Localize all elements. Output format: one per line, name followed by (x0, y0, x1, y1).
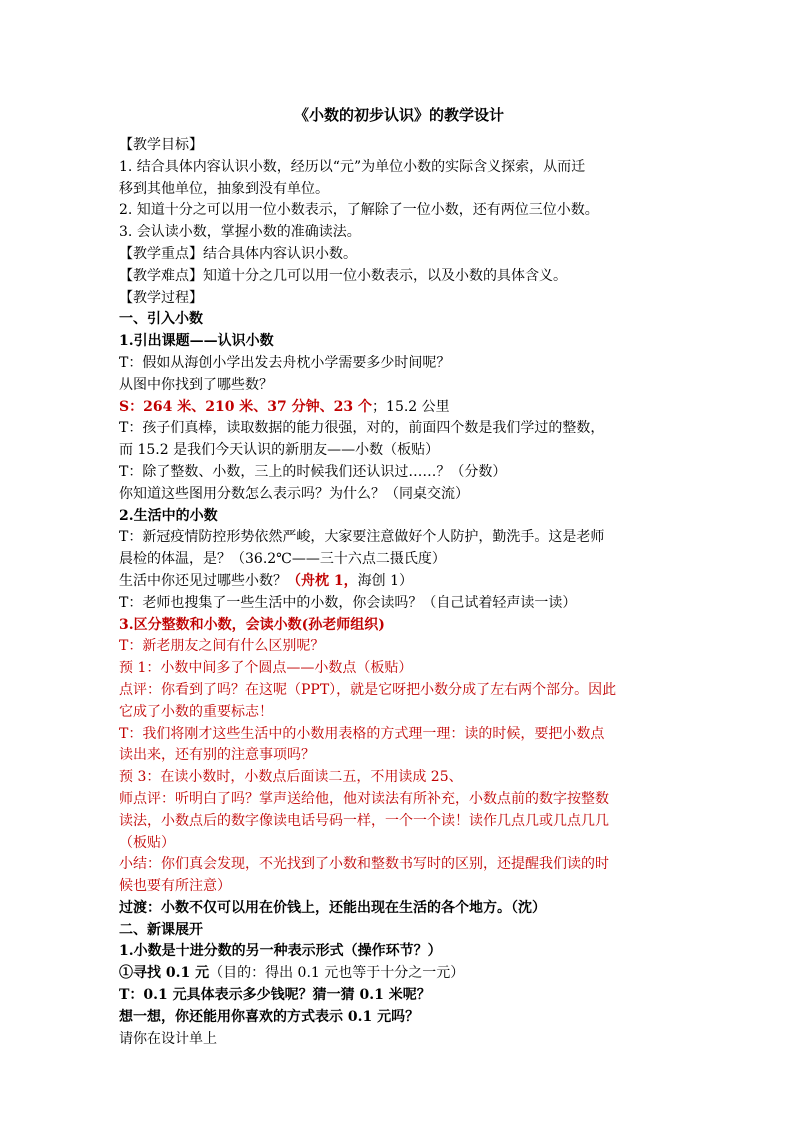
text-line (119, 353, 679, 375)
text-run: 请你在设计单上 (119, 1030, 217, 1047)
text-line (119, 179, 679, 201)
text-run: T：假如从海创小学出发去舟枕小学需要多少时间呢？ (119, 354, 451, 371)
text-line (119, 266, 679, 288)
text-run: 1.小数是十进分数的另一种表示形式（操作环节？） (119, 943, 442, 960)
text-run: 移到其他单位，抽象到没有单位。 (119, 180, 329, 197)
text-run: T：新老朋友之间有什么区别呢？ (119, 638, 325, 655)
text-line (119, 941, 679, 963)
document-page (119, 103, 679, 1050)
text-run: （板贴） (119, 834, 175, 851)
text-line (119, 375, 679, 397)
text-run: 2.生活中的小数 (119, 507, 218, 524)
text-run: 晨检的体温，是？（36.2℃——三十六点二摄氏度） (119, 551, 446, 568)
text-run: ；15.2 公里 (372, 398, 450, 415)
text-line (119, 309, 679, 331)
text-line (119, 920, 679, 942)
text-line (119, 200, 679, 222)
text-line (119, 1029, 679, 1051)
text-run: 【教学目标】 (119, 137, 203, 153)
text-line (119, 876, 679, 898)
text-line (119, 702, 679, 724)
text-run: 读法，小数点后的数字像读电话号码一样，一个一个读！读作几点几或几点几几 (119, 812, 609, 829)
text-run: 预 1：小数中间多了个圆点——小数点（板贴） (119, 660, 413, 677)
text-run: 【教学难点】知道十分之几可以用一位小数表示，以及小数的具体含义。 (119, 267, 567, 284)
text-line (119, 854, 679, 876)
text-run: 生活中你还见过哪些小数？ (119, 572, 287, 589)
text-line (119, 440, 679, 462)
text-line (119, 331, 679, 353)
text-line (119, 527, 679, 549)
text-run: 1.引出课题——认识小数 (119, 333, 274, 350)
text-run: T：孩子们真棒，读取数据的能力很强，对的，前面四个数是我们学过的整数， (119, 420, 605, 437)
text-run: 候也要有所注意） (119, 878, 231, 895)
text-line (119, 767, 679, 789)
text-run: （舟枕 1， (287, 572, 358, 589)
text-run: 小结：你们真会发现，不光找到了小数和整数书写时的区别，还提醒我们读的时 (119, 856, 609, 873)
text-run: 它成了小数的重要标志！ (119, 703, 273, 720)
text-line (119, 615, 679, 637)
text-run: T：我们将刚才这些生活中的小数用表格的方式理一理：读的时候，要把小数点 (119, 725, 605, 742)
text-line (119, 157, 679, 179)
text-run: 【教学过程】 (119, 289, 203, 306)
text-run: 师点评：听明白了吗？掌声送给他，他对读法有所补充，小数点前的数字按整数 (119, 790, 609, 807)
text-run: T：老师也搜集了一些生活中的小数，你会读吗？（自己试着轻声读一读） (119, 594, 577, 611)
text-run: 一、引入小数 (119, 311, 203, 328)
text-line (119, 811, 679, 833)
text-line (119, 658, 679, 680)
text-run: 海创 1） (357, 572, 413, 589)
text-run: 从图中你找到了哪些数？ (119, 376, 273, 393)
text-line (119, 484, 679, 506)
text-run: 而 15.2 是我们今天认识的新朋友——小数（板贴） (119, 442, 440, 459)
text-line (119, 1007, 679, 1029)
text-line (119, 222, 679, 244)
text-line (119, 963, 679, 985)
text-run: 过渡：小数不仅可以用在价钱上，还能出现在生活的各个地方。（沈） (119, 899, 546, 916)
text-line (119, 462, 679, 484)
text-run: ①寻找 0.1 元 (119, 965, 210, 982)
text-line (119, 571, 679, 593)
text-run: 【教学重点】结合具体内容认识小数。 (119, 245, 357, 262)
text-run: T：新冠疫情防控形势依然严峻，大家要注意做好个人防护，勤洗手。这是老师 (119, 529, 605, 546)
text-line (119, 898, 679, 920)
document-title: 《小数的初步认识》的教学设计 (293, 106, 504, 124)
text-line (119, 636, 679, 658)
text-line (119, 833, 679, 855)
text-run: 点评：你看到了吗？在这呢（PPT），就是它呀把小数分成了左右两个部分。因此 (119, 681, 617, 698)
text-run: 二、新课展开 (119, 921, 203, 938)
text-run: 3. 会认读小数，掌握小数的准确读法。 (119, 224, 361, 241)
text-line (119, 288, 679, 310)
text-run: T：除了整数、小数，三上的时候我们还认识过……？（分数） (119, 463, 507, 480)
document-body (119, 135, 679, 1050)
text-line (119, 549, 679, 571)
text-run: 想一想，你还能用你喜欢的方式表示 0.1 元吗？ (119, 1008, 420, 1025)
text-run: 3.区分整数和小数，会读小数(孙老师组织) (119, 616, 385, 633)
text-run: （目的：得出 0.1 元也等于十分之一元） (209, 965, 465, 982)
text-line (119, 135, 679, 157)
text-run: 你知道这些图用分数怎么表示吗？为什么？（同桌交流） (119, 485, 469, 502)
text-run: 预 3：在读小数时，小数点后面读二五，不用读成 25、 (119, 769, 463, 786)
text-line (119, 397, 679, 419)
text-line (119, 985, 679, 1007)
text-run: 读出来，还有别的注意事项吗？ (119, 747, 315, 764)
text-run: 2. 知道十分之可以用一位小数表示，了解除了一位小数，还有两位三位小数。 (119, 202, 599, 219)
text-line (119, 745, 679, 767)
text-line (119, 418, 679, 440)
text-run: T：0.1 元具体表示多少钱呢？猜一猜 0.1 米呢？ (119, 987, 431, 1004)
text-line (119, 680, 679, 702)
text-line (119, 244, 679, 266)
text-line (119, 506, 679, 528)
text-run: 1. 结合具体内容认识小数，经历以“元”为单位小数的实际含义探索，从而迁 (119, 158, 586, 175)
text-line (119, 724, 679, 746)
text-line (119, 789, 679, 811)
text-run: S：264 米、210 米、37 分钟、23 个 (119, 398, 373, 415)
text-line (119, 593, 679, 615)
